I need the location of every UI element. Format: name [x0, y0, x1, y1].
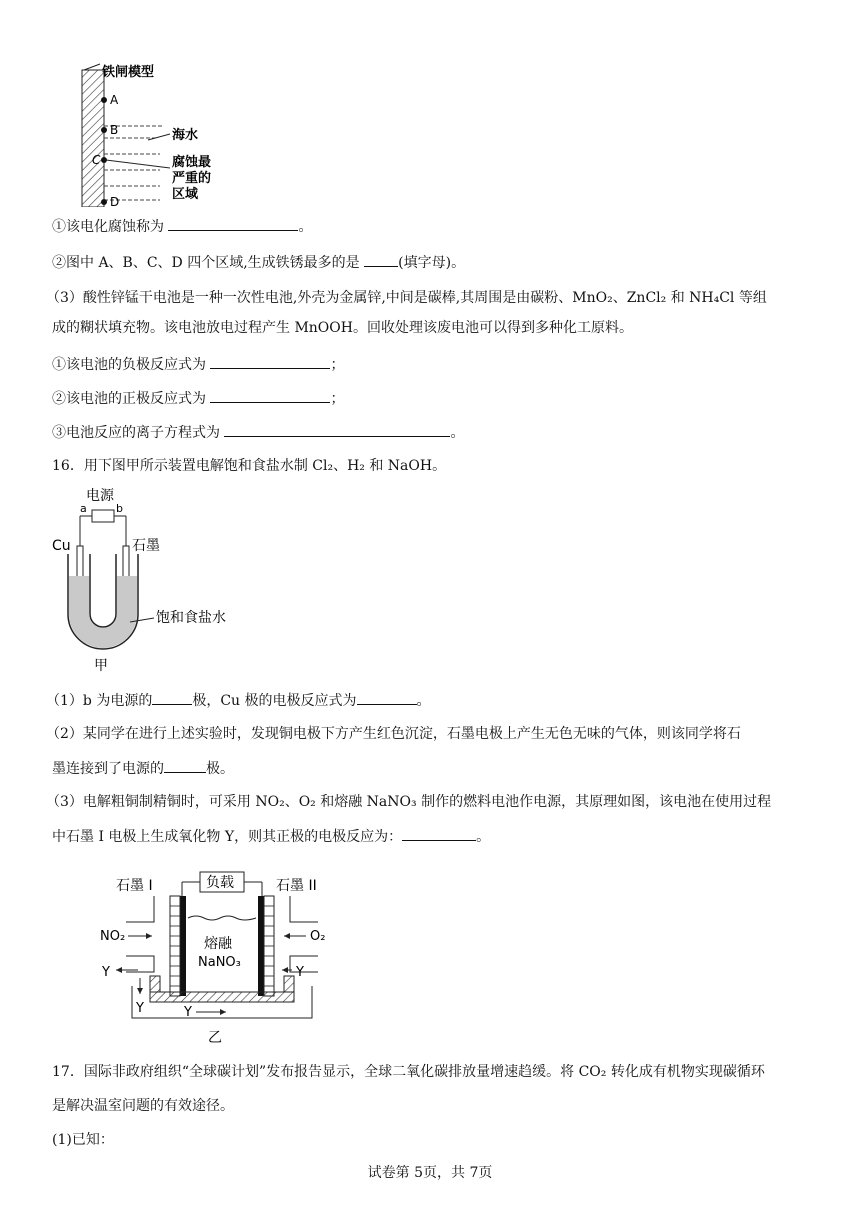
y-bottom-label: Y: [184, 1005, 192, 1020]
brine-label: 饱和食盐水: [156, 610, 226, 626]
y-down-label: Y: [136, 1001, 144, 1016]
q17-line3: (1)已知：: [52, 1132, 114, 1148]
no2-label: NO₂: [100, 929, 126, 944]
q17-line1: 17．国际非政府组织“全球碳计划”发布报告显示，全球二氧化碳排放量增速趋缓。将 CO₂ 转化成有机物实现碳循环: [52, 1064, 765, 1080]
q16-part2-line1: （2）某同学在进行上述实验时，发现铜电极下方产生红色沉淀，石墨电极上产生无色无味的气体，则该同学将石: [46, 726, 741, 742]
point-d: D: [110, 195, 120, 207]
q16-part3-line1: （3）电解粗铜制精铜时，可采用 NO₂、O₂ 和熔融 NaNO₃ 制作的燃料电池作电源，其原理如图，该电池在使用过程: [46, 794, 772, 810]
q15-sub2: ②图中 A、B、C、D 四个区域,生成铁锈最多的是 (填字母)。: [52, 252, 465, 273]
q15-sub1: ①该电化腐蚀称为 。: [52, 216, 312, 237]
caption-jia: 甲: [94, 658, 108, 674]
page-footer: 试卷第 5页，共 7页: [367, 1165, 493, 1181]
q16-part2-line2: 墨连接到了电源的 极。: [52, 758, 234, 779]
o2-label: O₂: [310, 929, 326, 944]
q15-part3-line2: 成的糊状填充物。该电池放电过程产生 MnOOH。回收处理该废电池可以得到多种化工原料。: [52, 320, 633, 336]
q16-stem: 16．用下图甲所示装置电解饱和食盐水制 Cl₂、H₂ 和 NaOH。: [52, 458, 447, 474]
point-a: A: [110, 93, 119, 107]
terminal-b: b: [116, 502, 123, 515]
power-label: 电源: [86, 488, 114, 504]
load-label: 负载: [206, 875, 234, 891]
q15-sub3-2: ②该电池的正极反应式为 ；: [52, 388, 344, 409]
cu-label: Cu: [52, 538, 71, 554]
q15-sub3-1: ①该电池的负极反应式为 ；: [52, 354, 344, 375]
electrolysis-figure-jia: [50, 484, 250, 674]
q15-sub3-3: ③电池反应的离子方程式为 。: [52, 422, 464, 443]
molten-label: 熔融: [204, 936, 232, 952]
iron-gate-figure: [80, 62, 250, 207]
q16-part3-line2: 中石墨 I 电极上生成氧化物 Y，则其正极的电极反应为： 。: [52, 826, 490, 847]
q16-part1: （1）b 为电源的 极，Cu 极的电极反应式为 。: [46, 690, 431, 711]
gate-title: 铁闸模型: [102, 65, 155, 80]
graphite-1-label: 石墨 I: [116, 878, 153, 894]
caption-yi: 乙: [208, 1030, 222, 1046]
seawater-label: 海水: [172, 128, 199, 143]
corrosion-label-2: 严重的: [172, 171, 212, 186]
point-c: C: [92, 153, 101, 167]
graphite-2-label: 石墨 II: [276, 878, 317, 894]
nano3-label: NaNO₃: [198, 955, 241, 970]
terminal-a: a: [80, 502, 87, 515]
point-b: B: [110, 123, 119, 137]
fuel-cell-figure-yi: [96, 866, 356, 1046]
corrosion-label-1: 腐蚀最: [172, 155, 212, 170]
graphite-label: 石墨: [132, 538, 160, 554]
y-out-left: Y: [102, 965, 110, 980]
y-in-right: Y: [296, 965, 304, 980]
q15-part3-line1: （3）酸性锌锰干电池是一种一次性电池,外壳为金属锌,中间是碳棒,其周围是由碳粉、MnO₂、ZnCl₂ 和 NH₄Cl 等组: [46, 290, 767, 306]
corrosion-label-3: 区域: [172, 187, 199, 202]
q17-line2: 是解决温室问题的有效途径。: [52, 1098, 234, 1114]
